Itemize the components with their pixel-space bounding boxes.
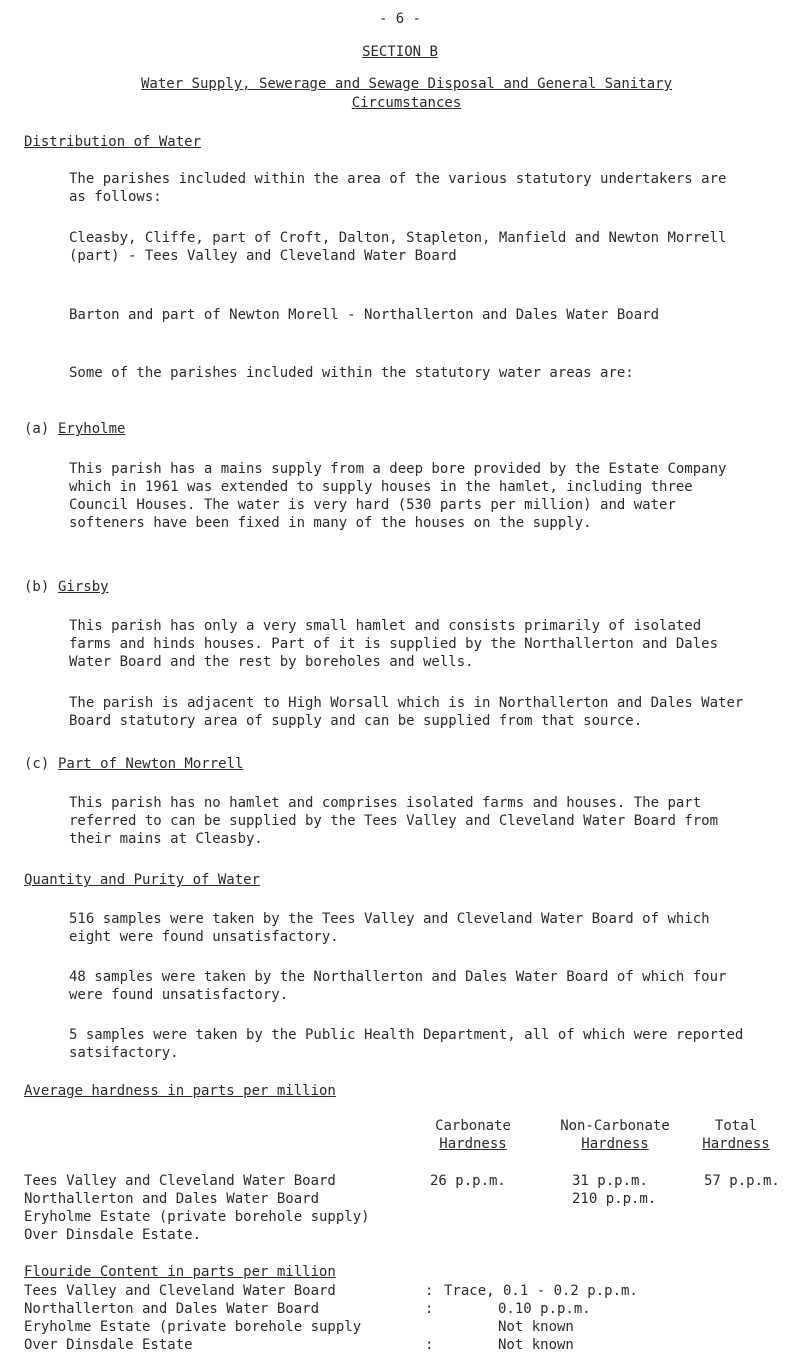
section-title: SECTION B (362, 44, 438, 60)
hardness-total-value: 57 p.p.m. (704, 1173, 780, 1189)
hardness-heading: Average hardness in parts per million (24, 1083, 336, 1099)
parish-b-paragraph-1: This parish has only a very small hamlet and consists primarily of isolated farms and hinds houses. Part of it is supplied by the Northallerton and Dales Water Board and the rest by boreholes and wells. (69, 618, 719, 670)
page-number: - 6 - (378, 11, 422, 27)
main-heading-line2: Circumstances (351, 95, 462, 111)
hardness-row-label: Over Dinsdale Estate. (24, 1227, 202, 1243)
fluoride-value: Not known (498, 1337, 574, 1353)
fluoride-row-label: Eryholme Estate (private borehole supply (24, 1319, 362, 1335)
parish-c-paragraph: This parish has no hamlet and comprises isolated farms and houses. The part referred to can be supplied by the Tees Valley and Cleveland Water Board from their mains at Cleasby. (69, 795, 719, 847)
fluoride-separator: : (425, 1337, 434, 1353)
hardness-non-carbonate-value: 210 p.p.m. (572, 1191, 657, 1207)
quantity-paragraph-1: 516 samples were taken by the Tees Valley and Cleveland Water Board of which eight were found unsatisfactory. (69, 911, 710, 945)
hardness-carbonate-value: 26 p.p.m. (430, 1173, 506, 1189)
hardness-row-label: Tees Valley and Cleveland Water Board (24, 1173, 336, 1189)
northallerton-group-paragraph: Barton and part of Newton Morell - Northallerton and Dales Water Board (69, 307, 660, 323)
hardness-col2-header-line2: Hardness (581, 1136, 649, 1152)
hardness-col3-header-line1: Total (714, 1118, 758, 1134)
quantity-paragraph-2: 48 samples were taken by the Northallerton and Dales Water Board of which four were found unsatisfactory. (69, 969, 727, 1003)
parish-b-label: (b) (24, 579, 50, 595)
distribution-intro: The parishes included within the area of the various statutory undertakers are as follows: (69, 171, 727, 205)
fluoride-value: Trace, 0.1 - 0.2 p.p.m. (444, 1283, 638, 1299)
parish-a-name: Eryholme (58, 421, 126, 437)
parish-b-name: Girsby (58, 579, 109, 595)
fluoride-row-label: Tees Valley and Cleveland Water Board (24, 1283, 336, 1299)
quantity-heading: Quantity and Purity of Water (24, 872, 261, 888)
parish-c-name: Part of Newton Morrell (58, 756, 244, 772)
parish-c-label: (c) (24, 756, 50, 772)
fluoride-value: Not known (498, 1319, 574, 1335)
hardness-col3-header-line2: Hardness (702, 1136, 770, 1152)
tees-group-paragraph: Cleasby, Cliffe, part of Croft, Dalton, Stapleton, Manfield and Newton Morrell (part) - Tees Valley and Cleveland Water Board (69, 230, 727, 264)
hardness-col2-header-line1: Non-Carbonate (560, 1118, 670, 1134)
fluoride-separator: : (425, 1301, 434, 1317)
fluoride-value: 0.10 p.p.m. (498, 1301, 591, 1317)
fluoride-row-label: Over Dinsdale Estate (24, 1337, 193, 1353)
parish-a-paragraph: This parish has a mains supply from a deep bore provided by the Estate Company which in 1961 was extended to supply houses in the hamlet, including three Council Houses. The water is very hard (530 parts per million) and water softeners have been fixed in many of the houses on the supply. (69, 461, 727, 531)
statutory-intro-paragraph: Some of the parishes included within the statutory water areas are: (69, 365, 634, 381)
fluoride-heading: Flouride Content in parts per million (24, 1264, 336, 1280)
fluoride-row-label: Northallerton and Dales Water Board (24, 1301, 320, 1317)
hardness-col1-header-line2: Hardness (439, 1136, 507, 1152)
fluoride-separator: : (425, 1283, 434, 1299)
hardness-row-label: Northallerton and Dales Water Board (24, 1191, 320, 1207)
distribution-heading: Distribution of Water (24, 134, 202, 150)
main-heading-line1: Water Supply, Sewerage and Sewage Disposal and General Sanitary (140, 76, 672, 92)
parish-b-paragraph-2: The parish is adjacent to High Worsall which is in Northallerton and Dales Water Board statutory area of supply and can be supplied from that source. (69, 695, 744, 729)
hardness-non-carbonate-value: 31 p.p.m. (572, 1173, 648, 1189)
hardness-col1-header-line1: Carbonate (435, 1118, 511, 1134)
hardness-row-label: Eryholme Estate (private borehole supply) (24, 1209, 370, 1225)
quantity-paragraph-3: 5 samples were taken by the Public Health Department, all of which were reported satsifactory. (69, 1027, 744, 1061)
parish-a-label: (a) (24, 421, 50, 437)
